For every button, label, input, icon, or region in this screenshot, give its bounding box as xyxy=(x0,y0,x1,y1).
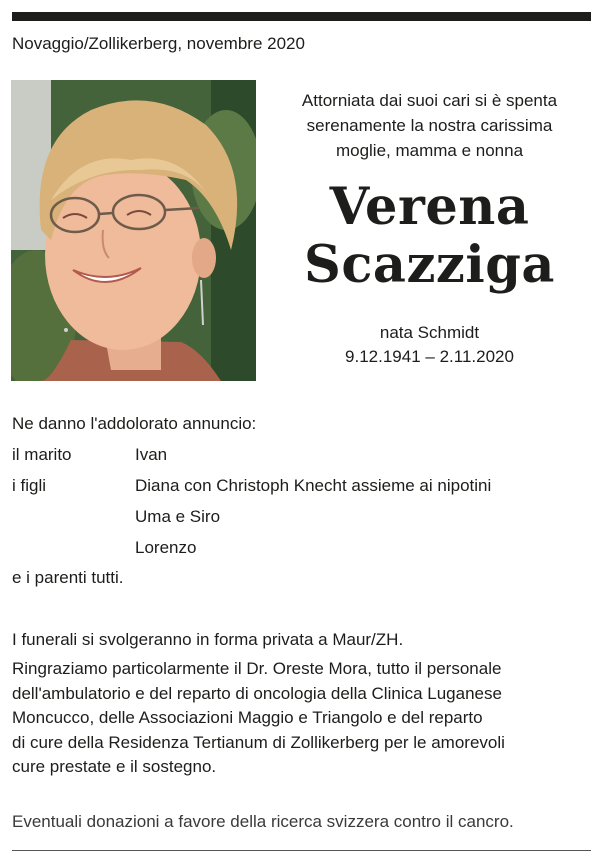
donations-note: Eventuali donazioni a favore della ricerca svizzera contro il cancro. xyxy=(12,812,514,831)
first-name: Verena xyxy=(329,177,530,237)
intro-line: serenamente la nostra carissima xyxy=(306,116,553,135)
birth-info xyxy=(268,321,591,369)
maiden-name: nata Schmidt xyxy=(379,323,480,342)
relation-names: Diana con Christoph Knecht assieme ai nipotini xyxy=(135,476,492,495)
relation-label: il marito xyxy=(12,445,72,464)
closing-line: e i parenti tutti. xyxy=(12,568,124,587)
thanks-paragraph xyxy=(12,657,597,780)
thanks-line: cure prestate e il sostegno. xyxy=(12,757,217,776)
place-date: Novaggio/Zollikerberg, novembre 2020 xyxy=(12,34,305,53)
intro-text xyxy=(268,88,591,163)
thanks-line: Moncucco, delle Associazioni Maggio e Triangolo e del reparto xyxy=(12,708,483,727)
relation-names: Uma e Siro xyxy=(135,507,221,526)
relation-names: Ivan xyxy=(135,445,168,464)
last-name: Scazziga xyxy=(304,235,555,295)
relation-label: i figli xyxy=(12,476,47,495)
announcement-heading: Ne danno l'addolorato annuncio: xyxy=(12,414,257,433)
portrait-photo xyxy=(11,80,256,381)
thanks-line: dell'ambulatorio e del reparto di oncologia della Clinica Luganese xyxy=(12,683,502,703)
life-dates: 9.12.1941 – 2.11.2020 xyxy=(345,347,514,366)
intro-line: Attorniata dai suoi cari si è spenta xyxy=(301,91,558,110)
thanks-line: di cure della Residenza Tertianum di Zollikerberg per le amorevoli xyxy=(12,732,505,752)
funeral-note: I funerali si svolgeranno in forma privata a Maur/ZH. xyxy=(12,630,404,649)
intro-line: moglie, mamma e nonna xyxy=(335,141,524,160)
deceased-name xyxy=(268,178,591,294)
relation-names: Lorenzo xyxy=(135,538,197,557)
thanks-line: Ringraziamo particolarmente il Dr. Oreste Mora, tutto il personale xyxy=(12,659,502,678)
top-rule xyxy=(12,12,591,21)
bottom-rule xyxy=(12,850,591,851)
